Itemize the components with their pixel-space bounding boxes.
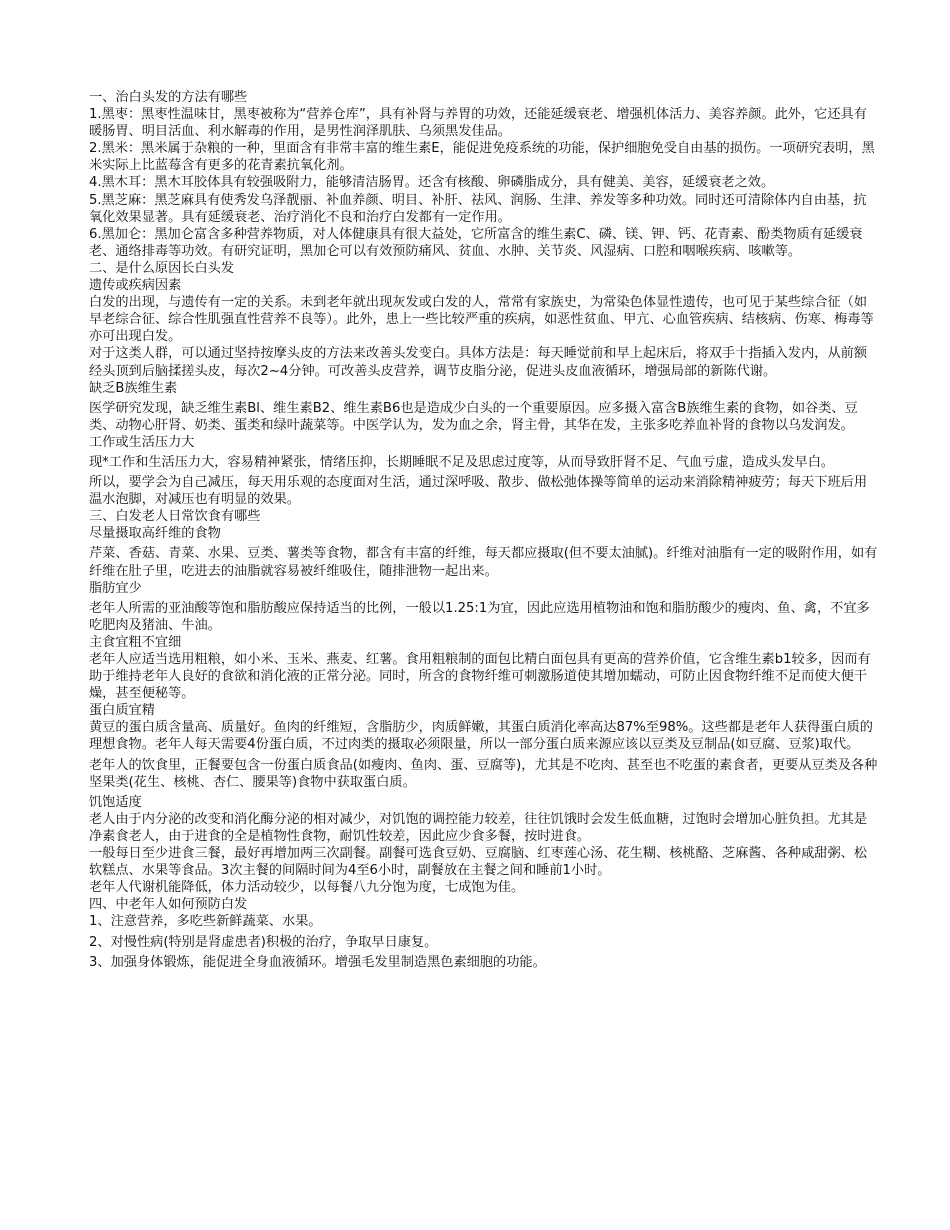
paragraph: 对于这类人群，可以通过坚持按摩头皮的方法来改善头发变白。具体方法是：每天睡觉前和早上起床后，将双手十指插入发内，从前额经头顶到后脑揉搓头皮，每次2~4分钟。可改善头皮营养，调节皮脂分泌，促进头皮血液循环，增强局部的新陈代谢。 — [89, 346, 868, 379]
paragraph: 老年人所需的亚油酸等饱和脂肪酸应保持适当的比例，一般以1.25:1为宜，因此应选用植物油和饱和脂肪酸少的瘦肉、鱼、禽，不宜多吃肥肉及猪油、牛油。 — [89, 600, 870, 633]
paragraph: 现*工作和生活压力大，容易精神紧张，情绪压抑，长期睡眠不足及思虑过度等，从而导致肝肾不足、气血亏虚，造成头发早白。 — [89, 454, 835, 470]
heading-section-2: 二、是什么原因长白头发 — [89, 260, 235, 276]
subheading: 缺乏B族维生素 — [89, 380, 178, 396]
paragraph: 2.黑米：黑米属于杂粮的一种，里面含有非常丰富的维生素E，能促进免疫系统的功能，保护细胞免受自由基的损伤。一项研究表明，黑米实际上比蓝莓含有更多的花青素抗氧化剂。 — [89, 141, 875, 174]
paragraph: 黄豆的蛋白质含量高、质量好。鱼肉的纤维短，含脂肪少，肉质鲜嫩，其蛋白质消化率高达87%至98%。这些都是老年人获得蛋白质的理想食物。老年人每天需要4份蛋白质，不过肉类的摄取必须限量，所以一部分蛋白质来源应该以豆类及豆制品(如豆腐、豆浆)取代。 — [89, 720, 873, 753]
paragraph: 所以，要学会为自己减压，每天用乐观的态度面对生活，通过深呼吸、散步、做松弛体操等简单的运动来消除精神疲劳；每天下班后用温水泡脚，对减压也有明显的效果。 — [89, 475, 868, 508]
subheading: 尽量摄取高纤维的食物 — [89, 526, 221, 542]
list-item: 1、注意营养，多吃些新鲜蔬菜、水果。 — [89, 914, 322, 930]
list-item: 2、对慢性病(特别是肾虚患者)积极的治疗，争取早日康复。 — [89, 934, 438, 950]
subheading: 工作或生活压力大 — [89, 434, 195, 450]
heading-section-3: 三、白发老人日常饮食有哪些 — [89, 509, 261, 525]
list-item: 3、加强身体锻炼，能促进全身血液循环。增强毛发里制造黑色素细胞的功能。 — [89, 954, 546, 970]
paragraph: 老人由于内分泌的改变和消化酶分泌的相对减少，对饥饱的调控能力较差，往往饥饿时会发生低血糖，过饱时会增加心脏负担。尤其是净素食老人，由于进食的全是植物性食物，耐饥性较差，因此应少食多餐，按时进食。 — [89, 811, 868, 844]
paragraph: 4.黑木耳：黑木耳胶体具有较强吸附力，能够清洁肠胃。还含有核酸、卵磷脂成分，具有健美、美容，延缓衰老之效。 — [89, 175, 775, 191]
paragraph: 老年人应适当选用粗粮，如小米、玉米、燕麦、红薯。食用粗粮制的面包比精白面包具有更高的营养价值，它含维生素b1较多，因而有助于维持老年人良好的食欲和消化液的正常分泌。同时，所含的食物纤维可刺激肠道使其增加蠕动，可防止因食物纤维不足而使大便干燥，甚至便秘等。 — [89, 652, 871, 702]
paragraph: 6.黑加仑：黑加仑富含多种营养物质，对人体健康具有很大益处，它所富含的维生素C、磷、镁、钾、钙、花青素、酚类物质有延缓衰老、通络排毒等功效。有研究证明，黑加仑可以有效预防痛风、贫血、水肿、关节炎、风湿病、口腔和咽喉疾病、咳嗽等。 — [89, 226, 863, 259]
paragraph: 老年人的饮食里，正餐要包含一份蛋白质食品(如瘦肉、鱼肉、蛋、豆腐等)，尤其是不吃肉、甚至也不吃蛋的素食者，更要从豆类及各种坚果类(花生、核桃、杏仁、腰果等)食物中获取蛋白质。 — [89, 757, 878, 790]
paragraph: 老年人代谢机能降低，体力活动较少，以每餐八九分饱为度，七成饱为佳。 — [89, 880, 525, 896]
subheading: 遗传或疾病因素 — [89, 278, 182, 294]
paragraph: 5.黑芝麻：黑芝麻具有使秀发乌泽靓丽、补血养颜、明目、补肝、祛风、润肠、生津、养发等多种功效。同时还可清除体内自由基，抗氧化效果显著。具有延缓衰老、治疗消化不良和治疗白发都有一定作用。 — [89, 192, 867, 225]
paragraph: 医学研究发现，缺乏维生素Bl、维生素B2、维生素B6也是造成少白头的一个重要原因。应多摄入富含B族维生素的食物，如谷类、豆类、动物心肝肾、奶类、蛋类和绿叶蔬菜等。中医学认为，发为血之余，肾主骨，其华在发，主张多吃养血补肾的食物以乌发润发。 — [89, 400, 858, 433]
subheading: 饥饱适度 — [89, 794, 142, 810]
subheading: 主食宜粗不宜细 — [89, 634, 182, 650]
heading-section-1: 一、治白头发的方法有哪些 — [89, 90, 248, 105]
paragraph: 一般每日至少进食三餐，最好再增加两三次副餐。副餐可选食豆奶、豆腐脑、红枣莲心汤、花生糊、核桃酪、芝麻酱、各种咸甜粥、松软糕点、水果等食品。3次主餐的间隔时间为4至6小时，副餐放在主餐之间和睡前1小时。 — [89, 846, 868, 879]
heading-section-4: 四、中老年人如何预防白发 — [89, 897, 248, 913]
document-body — [89, 89, 879, 971]
paragraph: 白发的出现，与遗传有一定的关系。未到老年就出现灰发或白发的人，常常有家族史，为常染色体显性遗传，也可见于某些综合征（如早老综合征、综合性肌强直性营养不良等）。此外，患上一些比较严重的疾病，如恶性贫血、甲亢、心血管疾病、结核病、伤寒、梅毒等亦可出现白发。 — [89, 295, 874, 345]
paragraph: 芹菜、香菇、青菜、水果、豆类、薯类等食物，都含有丰富的纤维，每天都应摄取(但不要太油腻)。纤维对油脂有一定的吸附作用，如有纤维在肚子里，吃进去的油脂就容易被纤维吸住，随排泄物一起出来。 — [89, 546, 878, 579]
subheading: 脂肪宜少 — [89, 580, 142, 596]
subheading: 蛋白质宜精 — [89, 703, 155, 719]
paragraph: 1.黑枣：黑枣性温味甘，黑枣被称为“营养仓库”，具有补肾与养胃的功效，还能延缓衰老、增强机体活力、美容养颜。此外，它还具有暖肠胃、明目活血、利水解毒的作用，是男性润泽肌肤、乌须黑发佳品。 — [89, 107, 867, 140]
